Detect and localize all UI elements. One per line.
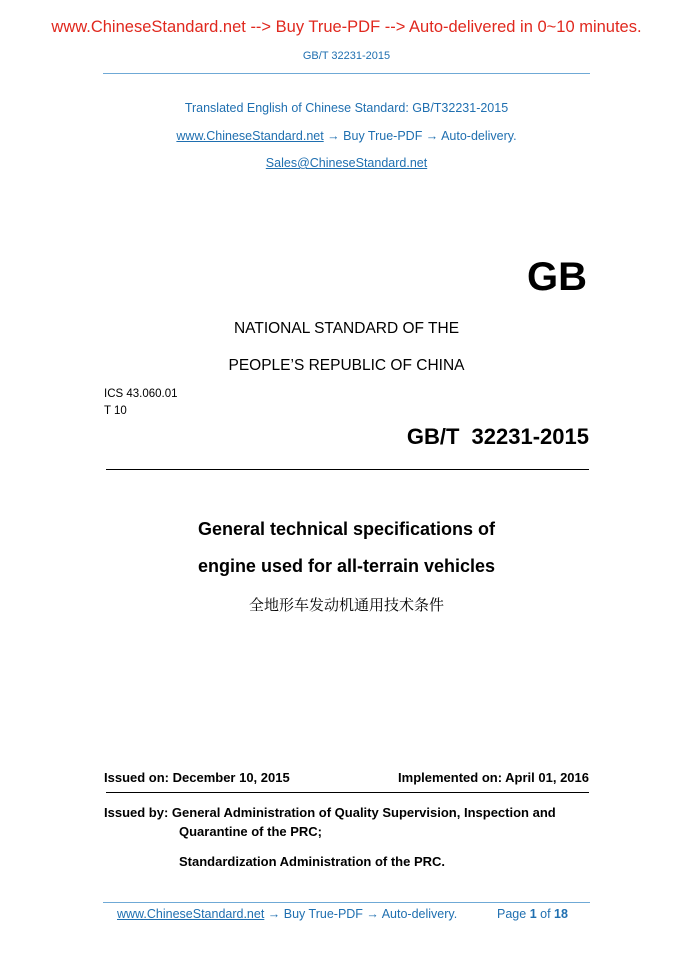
implemented-on: Implemented on: April 01, 2016 (398, 770, 589, 785)
page-indicator (497, 907, 568, 921)
issued-by-block (104, 803, 556, 871)
national-line-2: PEOPLE’S REPUBLIC OF CHINA (228, 357, 465, 374)
footer-site-link[interactable]: www.ChineseStandard.net (117, 907, 265, 921)
ics-code: ICS 43.060.01 (104, 388, 178, 400)
issued-by-line-3: Standardization Administration of the PRC. (179, 854, 446, 869)
issued-by-line-2: Quarantine of the PRC; (179, 824, 323, 839)
page-total: 18 (554, 907, 568, 921)
footer-buy-line (117, 907, 457, 921)
title-line-2: engine used for all-terrain vehicles (197, 556, 496, 576)
footer-buy-text: → Buy True-PDF → Auto-delivery. (264, 907, 458, 921)
email-line (0, 156, 693, 170)
issued-on: Issued on: December 10, 2015 (104, 770, 290, 785)
title-chinese: 全地形车发动机通用技术条件 (248, 596, 444, 614)
gb-logo: GB (527, 255, 587, 299)
issued-divider (106, 792, 589, 793)
national-line-1: NATIONAL STANDARD OF THE (233, 320, 460, 337)
buy-text: → Buy True-PDF → Auto-delivery. (323, 129, 517, 143)
page-current: 1 (529, 907, 537, 921)
title-divider (106, 469, 589, 470)
footer-divider (103, 902, 590, 903)
page-of: of (540, 907, 551, 921)
category-code: T 10 (104, 405, 127, 417)
promo-banner: www.ChineseStandard.net --> Buy True-PDF --> Auto-delivered in 0~10 minutes. (51, 18, 642, 36)
header-standard-id: GB/T 32231-2015 (302, 50, 391, 62)
translated-line: Translated English of Chinese Standard: GB/T32231-2015 (184, 101, 509, 115)
site-link[interactable]: www.ChineseStandard.net (176, 129, 324, 143)
email-link[interactable]: Sales@ChineseStandard.net (265, 156, 428, 170)
header-divider (103, 73, 590, 74)
buy-line (0, 129, 693, 143)
standard-number: GB/T 32231-2015 (406, 424, 589, 449)
issued-by-line-1: Issued by: General Administration of Quality Supervision, Inspection and (104, 805, 556, 820)
page-label: Page (497, 907, 527, 921)
title-line-1: General technical specifications of (197, 519, 496, 539)
